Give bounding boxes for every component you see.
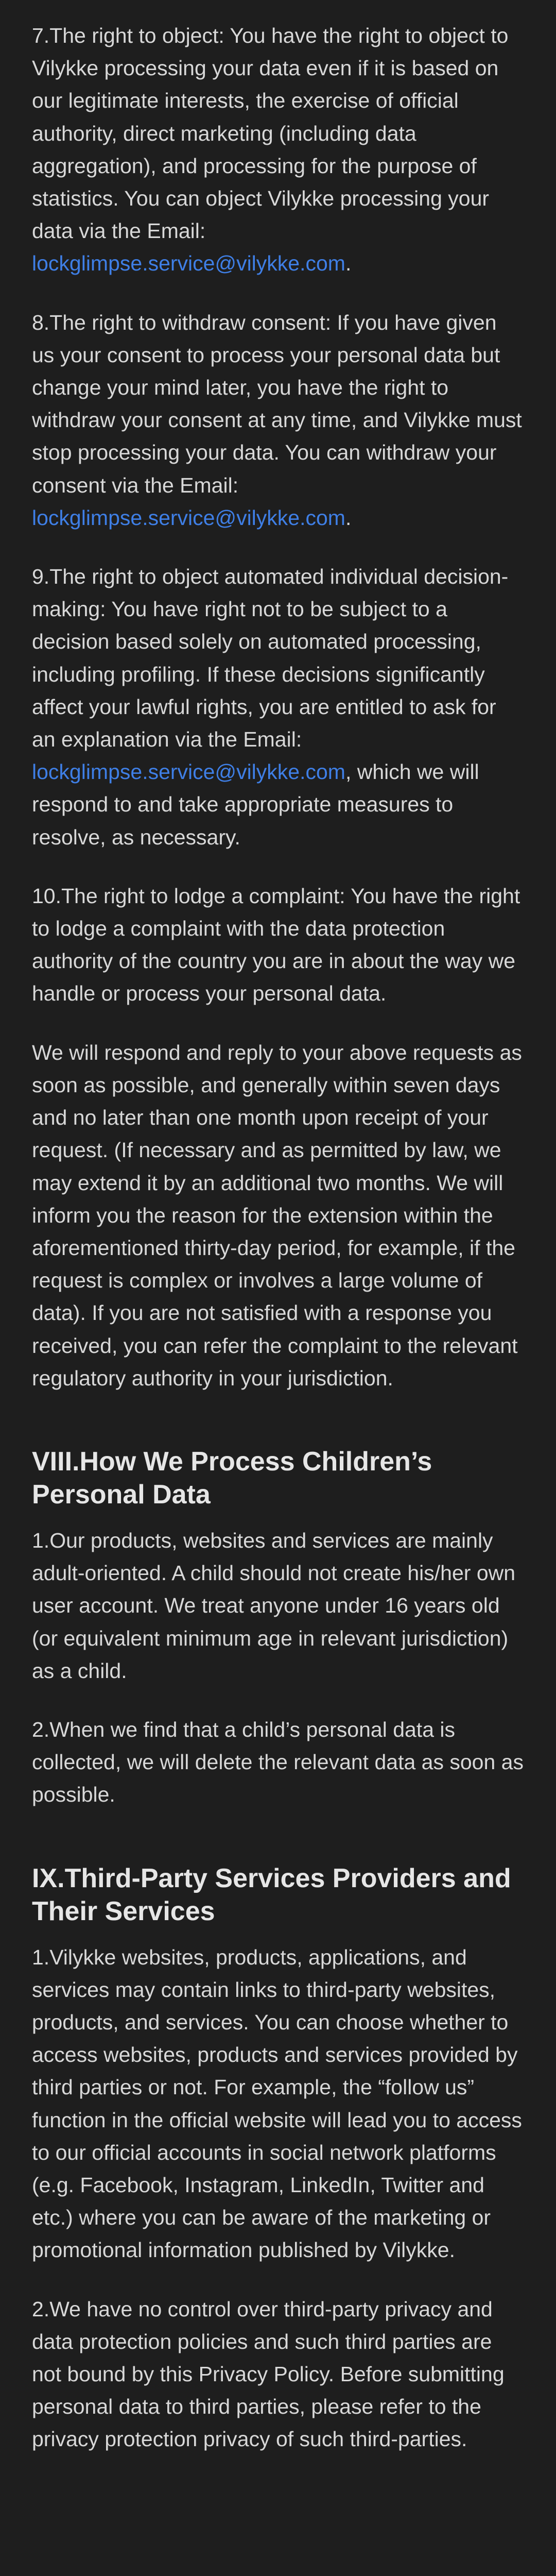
right-to-object-paragraph [32,20,524,280]
automated-decision-end: , which we will respond to and take appropriate measures to resolve, as necessary. [32,760,479,849]
third-party-paragraph-2: 2.We have no control over third-party privacy and data protection policies and such third parties are not bound by this Privacy Policy. Before submitting personal data to third parties, please refer to the privacy protection privacy of such third-parties. [32,2297,505,2451]
email-link-object[interactable]: lockglimpse.service@vilykke.com [32,251,345,276]
lodge-complaint-paragraph: 10.The right to lodge a complaint: You have the right to lodge a complaint with the data protection authority of the country you are in about the way we handle or process your personal data. [32,884,520,1006]
response-time-paragraph: We will respond and reply to your above requests as soon as possible, and generally within seven days and no later than one month upon receipt of your request. (If necessary and as permitted by law, we may extend it by an additional two months. We will inform you the reason for the extension within the aforementioned thirty-day period, for example, if the request is complex or involves a large volume of data). If you are not satisfied with a response you received, you can refer the complaint to the relevant regulatory authority in your jurisdiction. [32,1040,522,1390]
right-to-withdraw-paragraph [32,307,524,534]
right-to-withdraw-text: 8.The right to withdraw consent: If you have given us your consent to process your personal data but change your mind later, you have the right to withdraw your consent at any time, and Vilykke must stop processing your data. You can withdraw your consent via the Email: [32,310,522,497]
email-link-withdraw[interactable]: lockglimpse.service@vilykke.com [32,505,345,530]
right-to-object-end: . [345,251,352,276]
third-party-section-title: IX.Third-Party Services Providers and Their Services [32,1863,511,1926]
children-paragraph-2: 2.When we find that a child’s personal data is collected, we will delete the relevant data as soon as possible. [32,1717,524,1807]
children-paragraph-1: 1.Our products, websites and services are mainly adult-oriented. A child should not create his/her own user account. We treat anyone under 16 years old (or equivalent minimum age in relevant jurisdiction) as a child. [32,1528,516,1683]
email-link-automated[interactable]: lockglimpse.service@vilykke.com [32,760,345,784]
right-to-object-text: 7.The right to object: You have the right to object to Vilykke processing your data even if it is based on our legitimate interests, the exercise of official authority, direct marketing (including data aggregation), and processing for the purpose of statistics. You can object Vilykke processing your data via the Email: [32,24,509,243]
right-to-withdraw-end: . [345,505,352,530]
automated-decision-paragraph [32,561,524,854]
third-party-paragraph-1: 1.Vilykke websites, products, applications, and services may contain links to third-party websites, products, and services. You can choose whether to access websites, products and services provided by third parties or not. For example, the “follow us” function in the official website will lead you to access to our official accounts in social network platforms (e.g. Facebook, Instagram, LinkedIn, Twitter and etc.) where you can be aware of the marketing or promotional information published by Vilykke. [32,1945,522,2262]
automated-decision-text: 9.The right to object automated individual decision-making: You have right not to be subject to a decision based solely on automated processing, including profiling. If these decisions significantly affect your lawful rights, you are entitled to ask for an explanation via the Email: [32,565,509,752]
children-section-title: VIII.How We Process Children’s Personal Data [32,1446,432,1510]
